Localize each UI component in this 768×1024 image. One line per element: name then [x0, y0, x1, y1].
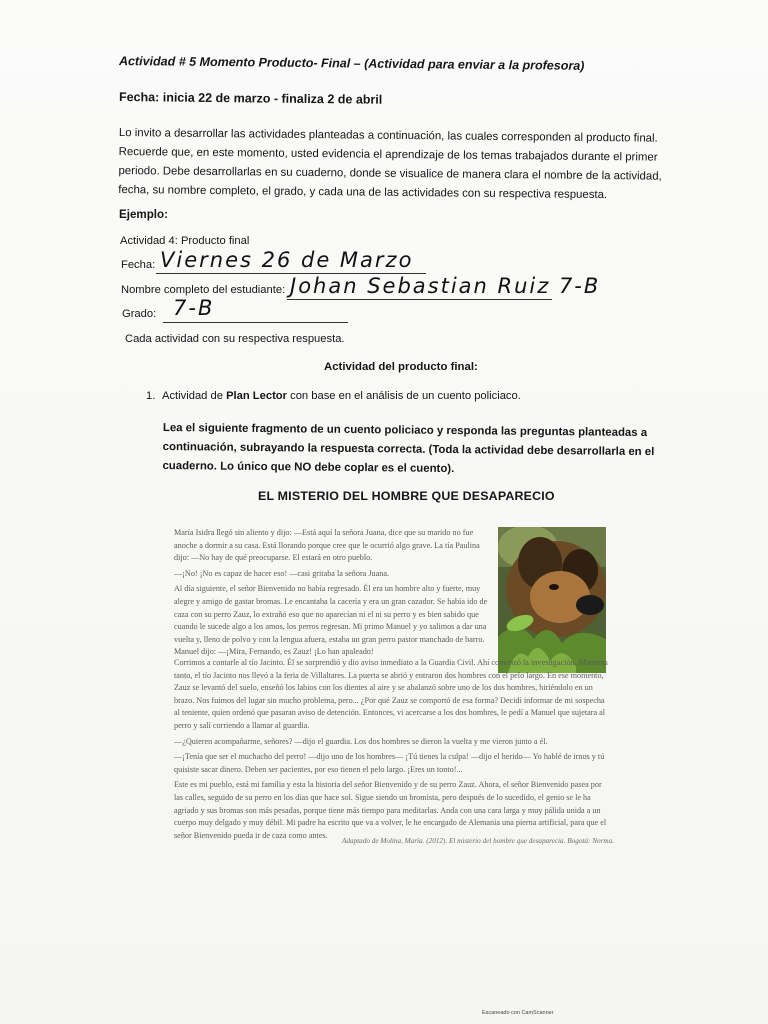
fecha-label: Fecha:: [121, 259, 156, 271]
story-paragraph: —¿Quieren acompañarme, señores? —dijo el guardia. Los dos hombres se dieron la vuelta y me vieron junto a él.: [174, 736, 548, 746]
story-paragraph: María Isidra llegó sin aliento y dijo: —Está aquí la señora Juana, dice que su marido no fue anoche a dormir a su casa. Está llorando porque cree que le ocurrió algo grave. La tía Paulina dijo: —No hay de qué preocuparse. El estará en otro pueblo.: [174, 528, 480, 563]
product-heading: Actividad del producto final:: [324, 361, 478, 373]
fecha-handwritten: Viernes 26 de Marzo: [160, 248, 414, 272]
grado-handwritten: 7-B: [173, 296, 215, 320]
name-label: Nombre completo del estudiante:: [121, 284, 286, 296]
name-underline: [287, 299, 552, 300]
grado-label: Grado:: [122, 308, 157, 320]
name-handwritten: Johan Sebastian Ruiz 7-B: [290, 274, 601, 298]
cada-line: Cada actividad con su respectiva respuesta.: [125, 333, 345, 345]
instruction-paragraph: Lea el siguiente fragmento de un cuento policiaco y responda las preguntas planteadas a continuación, subrayando la respuesta correcta. (Toda la actividad debe desarrollarla en el cuaderno. Lo único que NO debe coplar es el cuento).: [162, 421, 655, 476]
story-paragraph: —¡Tenía que ser el muchacho del perro! —dijo uno de los hombres— ¡Tú tienes la culpa! —dijo el herido— Yo hablé de irnos y tú quisiste sacar dinero. Deben ser pacientes, por eso tienen el pelo largo. ¡Eres un tonto!...: [174, 752, 605, 774]
story-citation: Adaptado de Molina, María. (2012). El misterio del hombre que desaparecía. Bogotá: Norma.: [342, 837, 614, 845]
example-activity: Actividad 4: Producto final: [120, 235, 250, 247]
item-number: 1.: [146, 390, 156, 402]
story-paragraph: —¡No! ¡No es capaz de hacer eso! —casi gritaba la señora Juana.: [174, 568, 390, 578]
story-title: EL MISTERIO DEL HOMBRE QUE DESAPARECIO: [258, 489, 555, 503]
dog-illustration: [498, 527, 606, 673]
grado-underline: [163, 322, 348, 323]
story-column-top: [174, 527, 488, 662]
intro-paragraph: Lo invito a desarrollar las actividades planteadas a continuación, las cuales corresponden al producto final. Recuerde que, en este momento, usted evidencia el aprendizaje de los temas trabajados durante el primer periodo. Debe desarrollarlas en su cuaderno, donde se visualice de manera clara el nombre de la actividad, fecha, su nombre completo, el grado, y cada una de las actividades con su respectiva respuesta.: [118, 126, 662, 202]
story-paragraph: Al día siguiente, el señor Bienvenido no había regresado. Él era un hombre alto y fuerte, muy alegre y amigo de gastar bromas. Le encantaba la cacería y era un gran cazador. Se había ido de caza con su perro Zauz, lo extrañó eso que no aparecían ni el ni su perro y es bien sabido que cuando le sucede algo a los amos, los perros regresan. Mi primo Manuel y yo salimos a dar una vuelta y, lleno de polvo y con la lengua afuera, estaba un gran perro pastor manchado de barro. Manuel dijo: —¡Mira, Fernando, es Zauz! ¡Lo han apaleado!: [174, 584, 488, 657]
activity-title: Actividad # 5 Momento Producto- Final – (Actividad para enviar a la profesora): [118, 54, 585, 73]
story-paragraph: Este es mi pueblo, está mi familia y esta la historia del señor Bienvenido y de su perro Zauz. Ahora, el señor Bienvenido pasea por las calles, seguido de su perro en los días que hace sol. Sigue siendo un bromista, pero después de lo sucedido, el genio se le ha agriado y sus bromas son más pesadas, porque tiene más tiempo para meditarlas. Anda con una cara larga y muy pálida unida a un cuerpo muy delgado y muy débil. Mi padre ha escrito que va a volver, le he encargado de Alemania una pierna artificial, para que el señor Bienvenido pueda ir de caza como antes.: [174, 780, 607, 840]
example-heading: Ejemplo:: [119, 208, 168, 221]
item-text: Actividad de Plan Lector con base en el análisis de un cuento policiaco.: [162, 390, 521, 402]
story-paragraph: Corrimos a contarle al tío Jacinto. Él se sorprendió y dio aviso inmediato a la Guardia Civil. Ahí comenzó la investigación. Mientras tanto, el tío Jacinto nos llevó a la feria de Villaltares. La puerta se abrió y entraron dos hombres con el pelo largo. En ese momento, Zauz se levantó del suelo, enseñó los labios con los dientes al aire y se abalanzó sobre uno de los dos hombres, hiriéndolo en un brazo. Nos fuimos del lugar sin mucho problema, pero... ¿Por qué Zauz se comportó de esa forma? Decidí informar de mi sospecha al teniente, quien ordenó que pasaran aviso de detención. Entonces, vi acercarse a los dos hombres, le pedí a Manuel que sujetara al perro y salí corriendo a llamar al guardia.: [174, 658, 608, 730]
date-range: Fecha: inicia 22 de marzo - finaliza 2 de abril: [118, 90, 383, 107]
dog-photo: [498, 527, 606, 673]
scanner-watermark: Escaneado con CamScanner: [482, 1010, 554, 1016]
story-column-bottom: [174, 657, 608, 845]
